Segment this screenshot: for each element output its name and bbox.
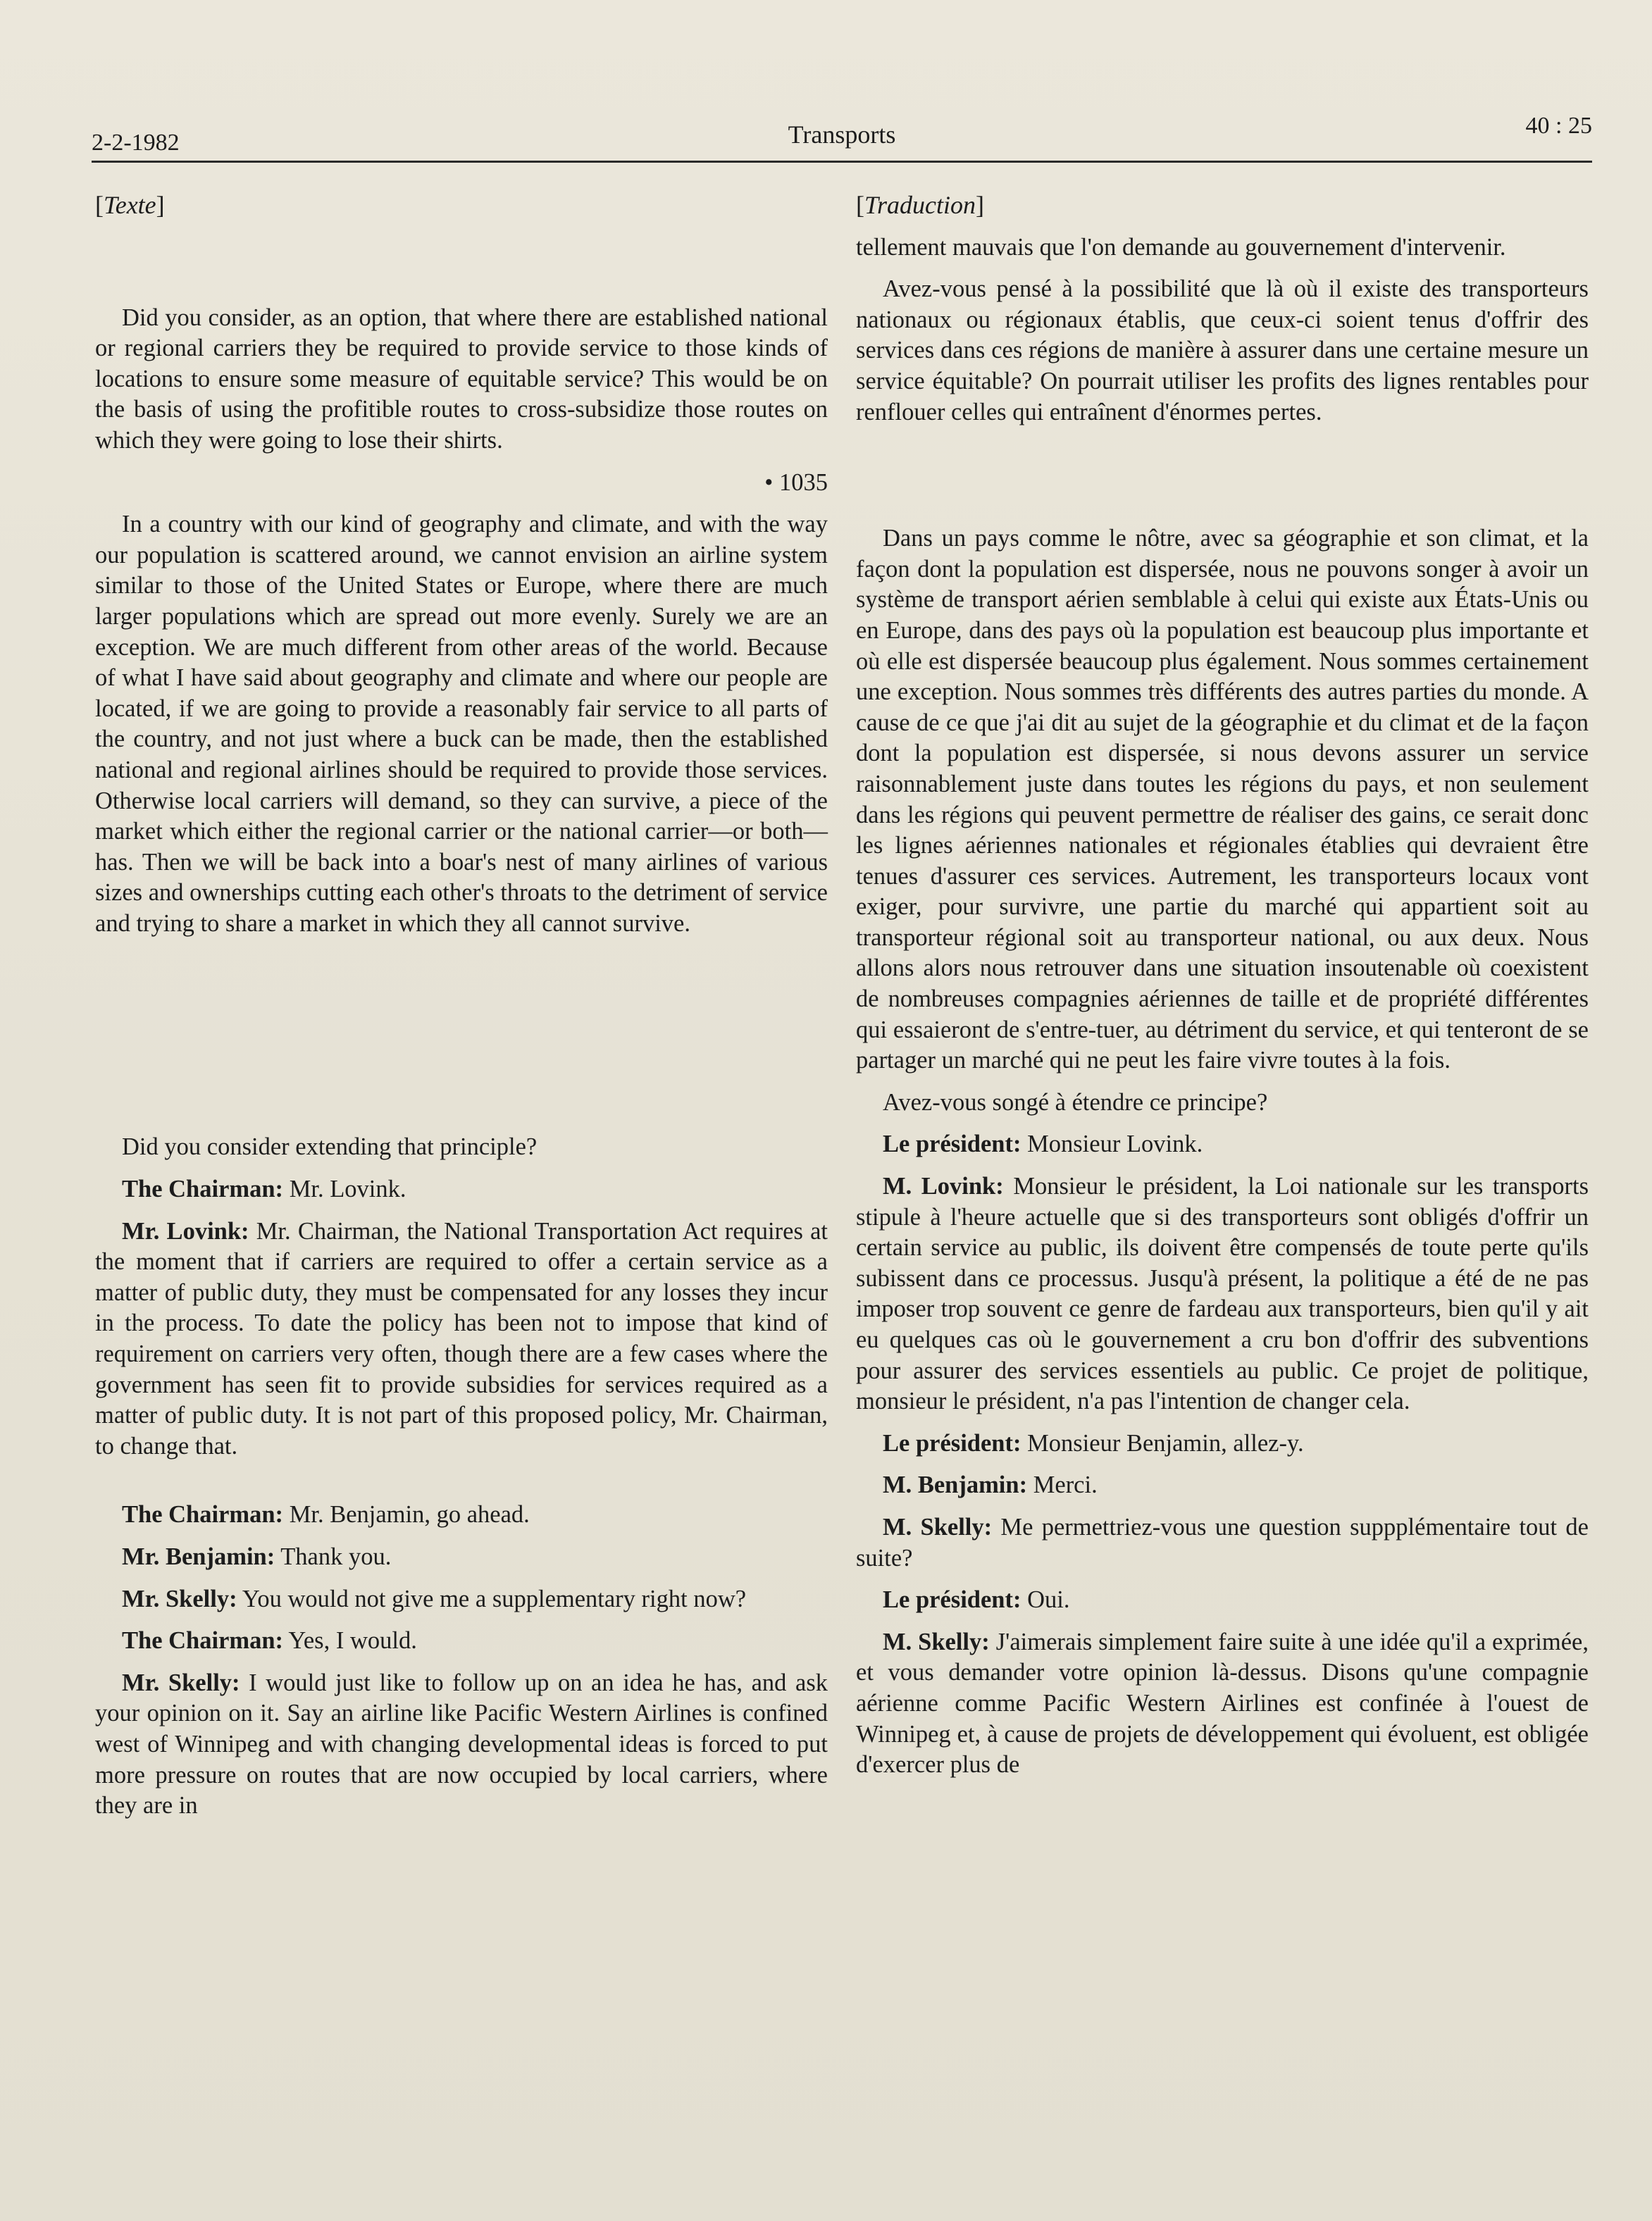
header-date: 2-2-1982 [92, 130, 180, 156]
speaker-name: M. Benjamin: [883, 1472, 1028, 1499]
speaker-name: The Chairman: [122, 1501, 284, 1529]
speech: M. Benjamin: Merci. [883, 1472, 1098, 1499]
paragraph: In a country with our kind of geography and climate, and with the way our population is scattered around, we cannot envision an airline system similar to those of the United States or Europe, where there are much larger populations which are spread out more evenly. Surely we are an exception. We are much different from other areas of the world. Because of what I have said about geography and climate and where our people are located, if we are going to provide a reasonably fair service to all parts of the country, and not just where a buck can be made, then the established national and regional airlines should be required to provide those services. Otherwise local carriers will demand, so they can survive, a piece of the market which either the regional carrier or the national carrier—or both— has. Then we will be back into a boar's nest of many airlines of various sizes and ownerships cutting each other's throats to the detriment of service and trying to share a market in which they all cannot survive. [95, 511, 828, 937]
speaker-name: M. Lovink: [883, 1173, 1004, 1200]
speaker-name: The Chairman: [122, 1176, 284, 1203]
running-head [92, 113, 1592, 162]
speech: Le président: Monsieur Benjamin, allez-y. [883, 1429, 1304, 1457]
speaker-name: Mr. Skelly: [122, 1669, 240, 1696]
english-column [95, 190, 828, 1833]
speech: Le président: Oui. [883, 1586, 1070, 1614]
speech: Mr. Skelly: I would just like to follow up on an idea he has, and ask your opinion on it. Say an airline like Pacific Western Airlines is confined west of Winnipeg and with changing developmental ideas is forced to put more pressure on routes that are now occupied by local carriers, where they are in [95, 1669, 828, 1819]
speaker-name: Mr. Benjamin: [122, 1543, 275, 1570]
speech: Mr. Lovink: Mr. Chairman, the National Transportation Act requires at the moment that if carriers are required to offer a certain service as a matter of public duty, they must be compensated for any losses they incur in the process. To date the policy has been not to impose that kind of requirement on carriers very often, though there are a few cases where the government has seen fit to provide subsidies for services required as a matter of public duty. It is not part of this proposed policy, Mr. Chairman, to change that. [95, 1217, 828, 1460]
speech: Mr. Skelly: You would not give me a supplementary right now? [122, 1585, 747, 1612]
speech: The Chairman: Mr. Lovink. [122, 1176, 406, 1203]
speaker-name: M. Skelly: [883, 1628, 990, 1655]
speech: Mr. Benjamin: Thank you. [122, 1543, 392, 1570]
paragraph: tellement mauvais que l'on demande au gouvernement d'intervenir. [856, 233, 1506, 261]
speaker-name: Mr. Skelly: [122, 1585, 237, 1612]
speaker-name: Le président: [883, 1586, 1021, 1614]
speech: M. Skelly: Me permettriez-vous une question suppplémentaire tout de suite? [856, 1513, 1589, 1572]
speech: The Chairman: Mr. Benjamin, go ahead. [122, 1501, 530, 1529]
text-tag: [Texte] [95, 191, 165, 219]
paragraph: Avez-vous pensé à la possibilité que là où il existe des transporteurs nationaux ou régionaux établis, que ceux-ci soient tenus d'offrir des services dans ces régions de manière à assurer dans une certaine mesure un service équitable? On pourrait utiliser les profits des lignes rentables pour renflouer celles qui entraînent d'énormes pertes. [856, 275, 1589, 425]
speaker-name: Le président: [883, 1131, 1021, 1158]
paragraph: Did you consider extending that principle? [122, 1133, 538, 1161]
paragraph: Avez-vous songé à étendre ce principe? [883, 1088, 1268, 1116]
speaker-name: Mr. Lovink: [122, 1217, 249, 1245]
speaker-name: M. Skelly: [883, 1513, 993, 1541]
speech: M. Skelly: J'aimerais simplement faire suite à une idée qu'il a exprimée, et vous demander votre opinion là-dessus. Disons qu'une compagnie aérienne comme Pacific Western Airlines est confinée à l'ouest de Winnipeg et, à cause de projets de développement qui évoluent, est obligée d'exercer plus de [856, 1628, 1589, 1779]
header-page-number: 40 : 25 [1525, 113, 1592, 139]
speaker-name: The Chairman: [122, 1627, 284, 1655]
speech: Le président: Monsieur Lovink. [883, 1131, 1203, 1158]
header-rule [92, 161, 1592, 163]
header-title: Transports [788, 120, 896, 149]
translation-tag: [Traduction] [856, 191, 985, 219]
time-marker: • 1035 [764, 468, 828, 496]
paragraph: Dans un pays comme le nôtre, avec sa géographie et son climat, et la façon dont la population est dispersée, nous ne pouvons songer à avoir un système de transport aérien semblable à celui qui existe aux États-Unis ou en Europe, dans des pays où la population est beaucoup plus importante et où elle est dispersée beaucoup plus également. Nous sommes certainement une exception. Nous sommes très différents des autres parties du monde. A cause de ce que j'ai dit au sujet de la géographie et du climat et de la façon dont la population est dispersée, si nous devons assurer un service raisonnablement juste dans toutes les régions du pays, et non seulement dans les régions qui peuvent permettre de réaliser des gains, ce serait donc les lignes aériennes nationales et régionales établies qui devraient être tenues d'assurer ces services. Autrement, les transporteurs locaux vont exiger, pour survivre, une partie du marché qui appartient soit au transporteur régional soit au transporteur national, ou aux deux. Nous allons alors nous retrouver dans une situation insoutenable où coexistent de nombreuses compagnies aériennes de taille et de propriété différentes qui essaieront de s'entre-tuer, au détriment du service, et qui tenteront de se partager un marché qui ne peut les faire vivre toutes à la fois. [856, 525, 1589, 1074]
speech: M. Lovink: Monsieur le président, la Loi nationale sur les transports stipule à l'heure actuelle que si des transporteurs sont obligés d'offrir un certain service au public, ils doivent être compensés de toute perte qu'ils subissent dans ce processus. Jusqu'à présent, la politique a été de ne pas imposer trop souvent ce genre de fardeau aux transporteurs, bien qu'il y ait eu quelques cas où le gouvernement a cru bon d'offrir des subventions pour assurer des services essentiels au public. Ce projet de politique, monsieur le président, n'a pas l'intention de changer cela. [856, 1173, 1589, 1415]
speech: The Chairman: Yes, I would. [122, 1627, 417, 1655]
paragraph: Did you consider, as an option, that where there are established national or regional carriers they be required to provide service to those kinds of locations to ensure some measure of equitable service? This would be on the basis of using the profitible routes to cross-subsidize those routes on which they were going to lose their shirts. [95, 304, 828, 454]
french-column [856, 190, 1589, 1792]
speaker-name: Le président: [883, 1429, 1021, 1457]
